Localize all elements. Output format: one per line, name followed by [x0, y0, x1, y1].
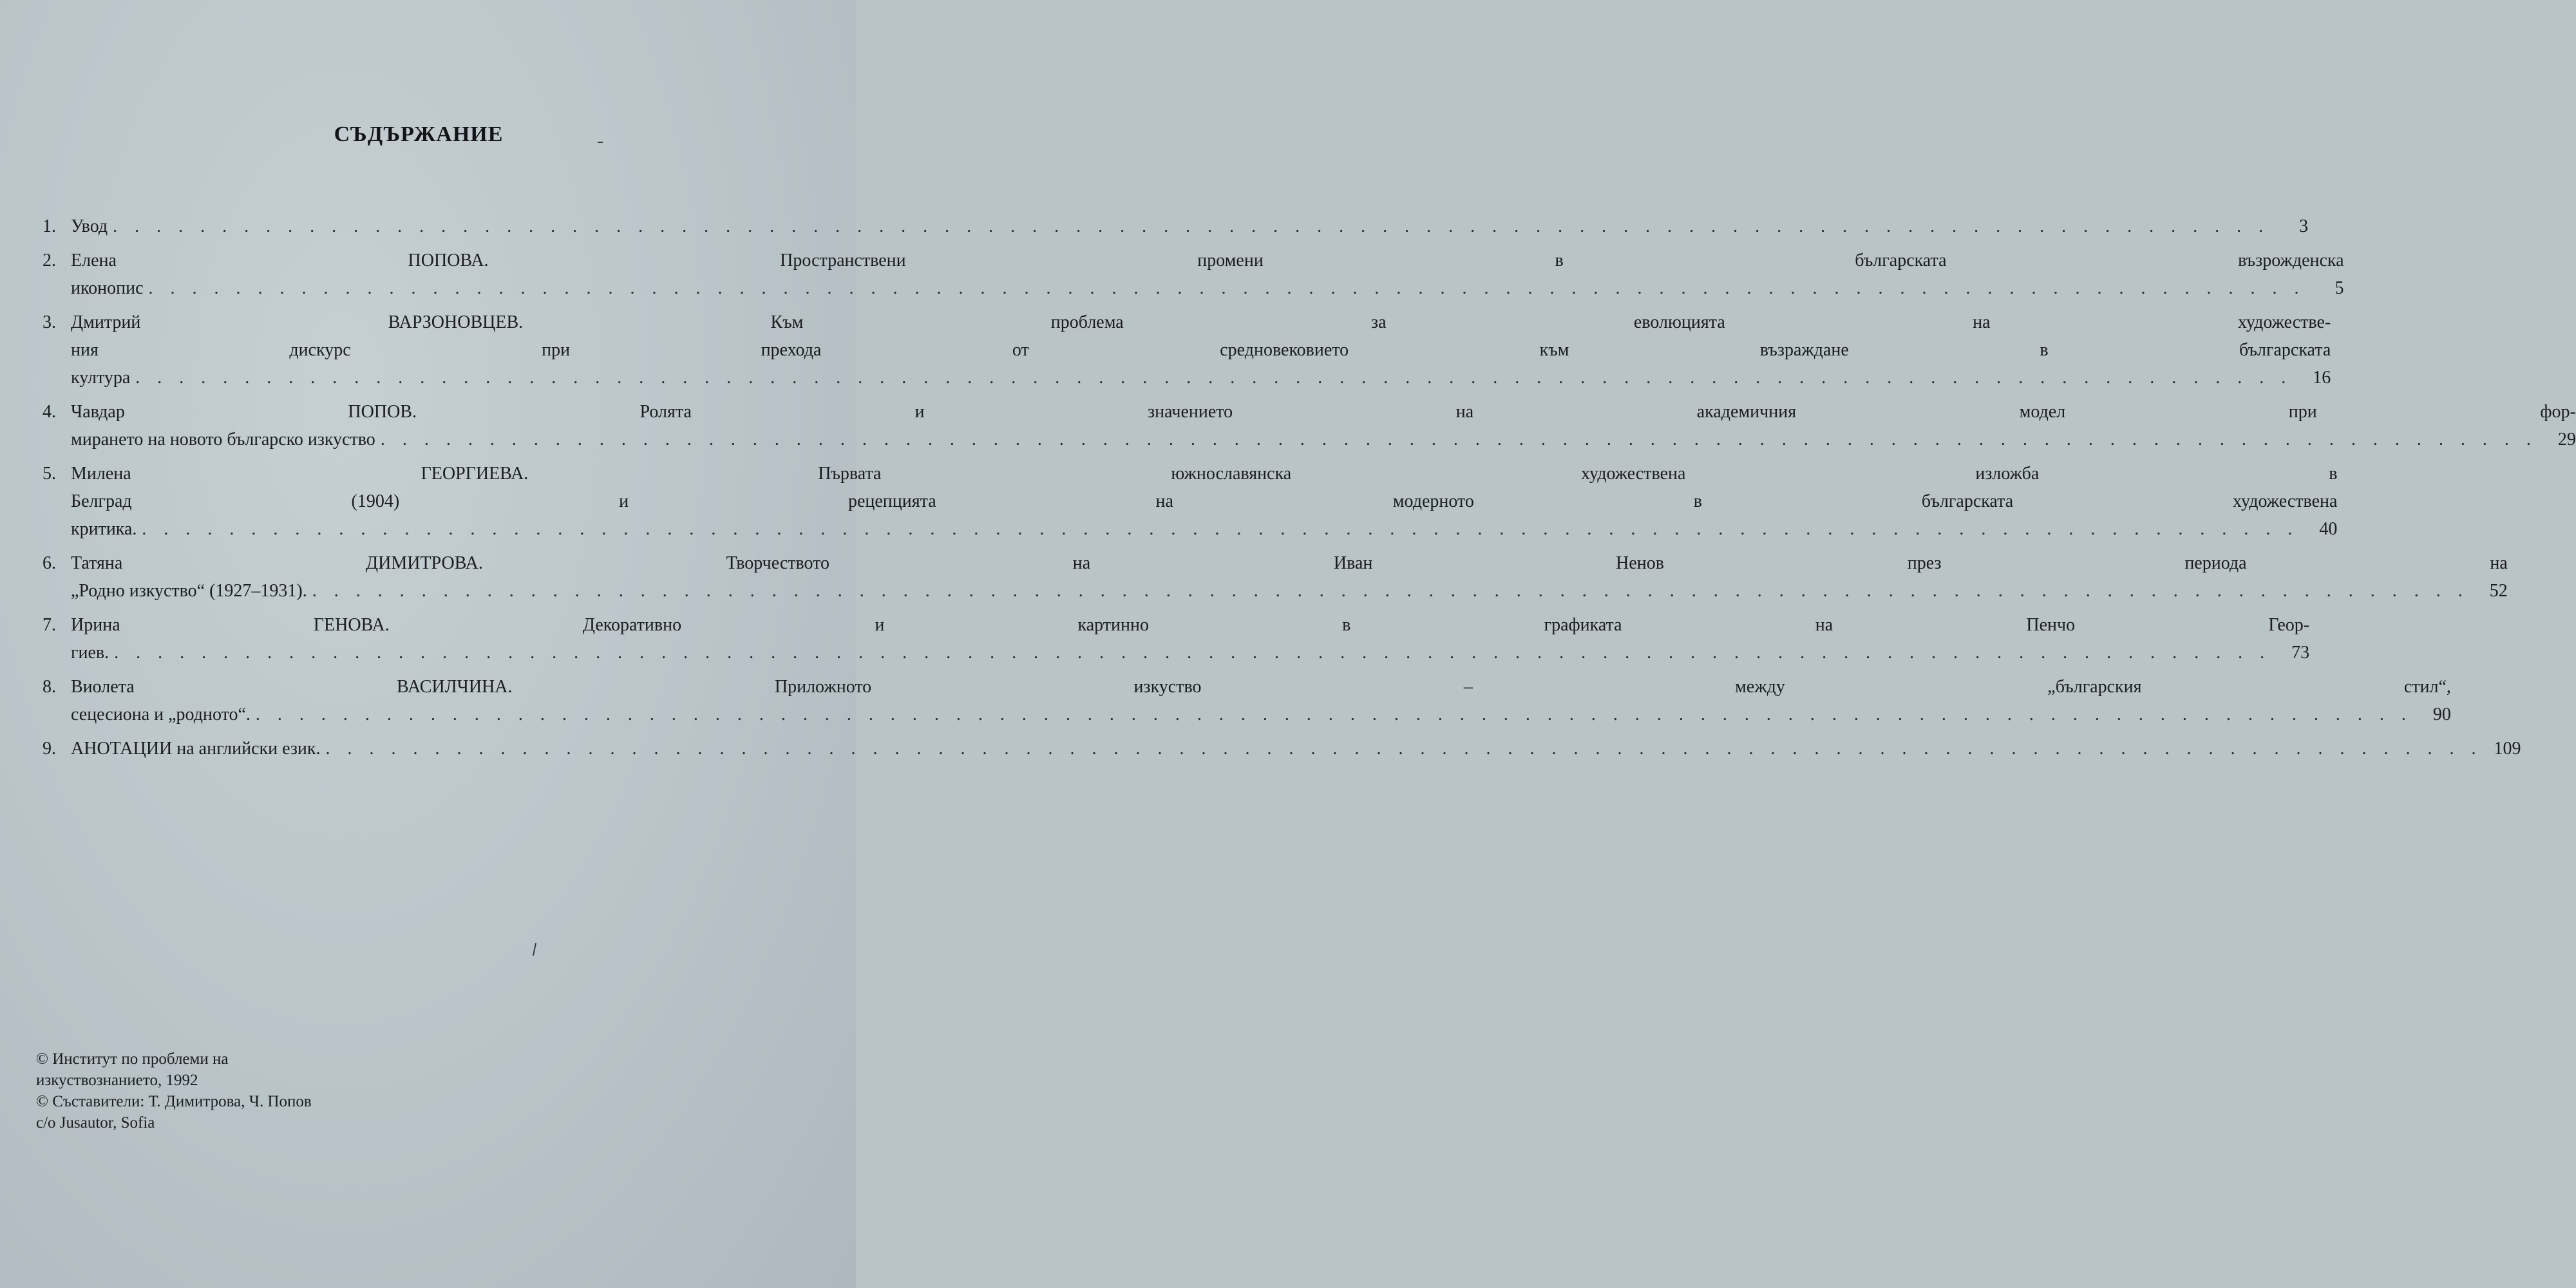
print-speck — [533, 943, 536, 956]
toc-entry — [43, 460, 2338, 543]
entry-number: 1. — [43, 216, 56, 236]
entry-number: 8. — [43, 677, 56, 697]
copyright-line: © Съставители: Т. Димитрова, Ч. Попов — [36, 1093, 312, 1110]
entry-page-number: 109 — [2494, 739, 2521, 759]
dot-leader — [149, 274, 2306, 302]
entry-text-line: Ирина ГЕНОВА. Декоративно и картинно в графиката на Пенчо Геор- — [71, 615, 2310, 635]
entry-text-line: Чавдар ПОПОВ. Ролята и значението на академичния модел при фор- — [71, 402, 2576, 422]
entry-last-line — [71, 639, 2309, 667]
toc-entry — [43, 549, 2508, 605]
entry-text-line: Белград (1904) и рецепцията на модерното в българската художествена — [71, 491, 2338, 511]
entry-page-number: 73 — [2291, 643, 2310, 663]
entry-last-line — [71, 274, 2344, 302]
entry-text-line: Виолета ВАСИЛЧИНА. Приложното изкуство – между „българския стил“, — [71, 677, 2451, 697]
entry-text: Увод — [71, 216, 108, 236]
entry-number: 2. — [43, 251, 56, 270]
entry-text: гиев. — [71, 643, 109, 663]
toc-entry — [43, 673, 2451, 728]
entry-page-number: 5 — [2334, 278, 2344, 298]
print-speck — [598, 142, 603, 143]
entry-text: сецесиона и „родното“. — [71, 705, 251, 724]
entry-number: 6. — [43, 553, 56, 573]
entry-number: 7. — [43, 615, 56, 635]
copyright-block — [36, 1048, 312, 1133]
dot-leader — [142, 515, 2298, 543]
entry-last-line — [71, 213, 2308, 240]
dot-leader — [114, 639, 2271, 667]
entry-body — [71, 308, 2331, 392]
dot-leader — [312, 577, 2469, 605]
dot-leader — [326, 735, 2483, 762]
entry-body — [71, 398, 2576, 453]
toc-entry — [43, 247, 2344, 302]
dot-leader — [113, 213, 2269, 240]
entry-text-line: Елена ПОПОВА. Пространствени промени в българската възрожденска — [71, 251, 2344, 270]
table-of-contents — [43, 213, 2576, 769]
entry-text-line: Дмитрий ВАРЗОНОВЦЕВ. Към проблема за еволюцията на художестве- — [71, 312, 2331, 332]
entry-page-number: 16 — [2313, 368, 2331, 388]
dot-leader — [256, 701, 2412, 728]
entry-last-line — [71, 364, 2331, 392]
entry-last-line — [71, 515, 2337, 543]
entry-number: 5. — [43, 464, 56, 484]
entry-text: критика. — [71, 519, 137, 539]
dot-leader — [381, 426, 2537, 453]
copyright-line: c/o Jusautor, Sofia — [36, 1114, 155, 1132]
entry-text: „Родно изкуство“ (1927–1931). — [71, 581, 307, 601]
entry-body — [71, 735, 2521, 762]
entry-page-number: 29 — [2557, 430, 2576, 450]
entry-body — [71, 611, 2309, 667]
entry-number: 9. — [43, 739, 56, 759]
toc-entry — [43, 308, 2331, 392]
entry-text-line: Татяна ДИМИТРОВА. Творчеството на Иван Ненов през периода на — [71, 553, 2508, 573]
entry-text: мирането на новото българско изкуство — [71, 430, 375, 450]
entry-number: 3. — [43, 312, 56, 332]
page-title: СЪДЪРЖАНИЕ — [334, 122, 504, 146]
entry-body — [71, 673, 2451, 728]
entry-last-line — [71, 701, 2451, 728]
entry-body — [71, 247, 2344, 302]
entry-text: култура — [71, 368, 131, 388]
entry-last-line — [71, 426, 2576, 453]
toc-entry — [43, 735, 2521, 762]
entry-text-line: ния дискурс при прехода от средновековието към възраждане в българската — [71, 340, 2331, 360]
toc-entry — [43, 611, 2310, 667]
copyright-line: © Институт по проблеми на — [36, 1050, 229, 1068]
entry-last-line — [71, 735, 2521, 762]
entry-text: иконопис — [71, 278, 144, 298]
entry-text: АНОТАЦИИ на английски език. — [71, 739, 321, 759]
copyright-line: изкуствознанието, 1992 — [36, 1072, 198, 1089]
entry-page-number: 90 — [2432, 705, 2451, 724]
entry-page-number: 3 — [2299, 216, 2309, 236]
toc-entry — [43, 398, 2576, 453]
entry-body — [71, 549, 2508, 605]
entry-body — [71, 213, 2308, 240]
toc-entry — [43, 213, 2309, 240]
dot-leader — [135, 364, 2292, 392]
entry-text-line: Милена ГЕОРГИЕВА. Първата южнославянска художествена изложба в — [71, 464, 2338, 484]
entry-body — [71, 460, 2337, 543]
entry-page-number: 52 — [2489, 581, 2508, 601]
entry-page-number: 40 — [2319, 519, 2338, 539]
entry-number: 4. — [43, 402, 56, 422]
entry-last-line — [71, 577, 2508, 605]
